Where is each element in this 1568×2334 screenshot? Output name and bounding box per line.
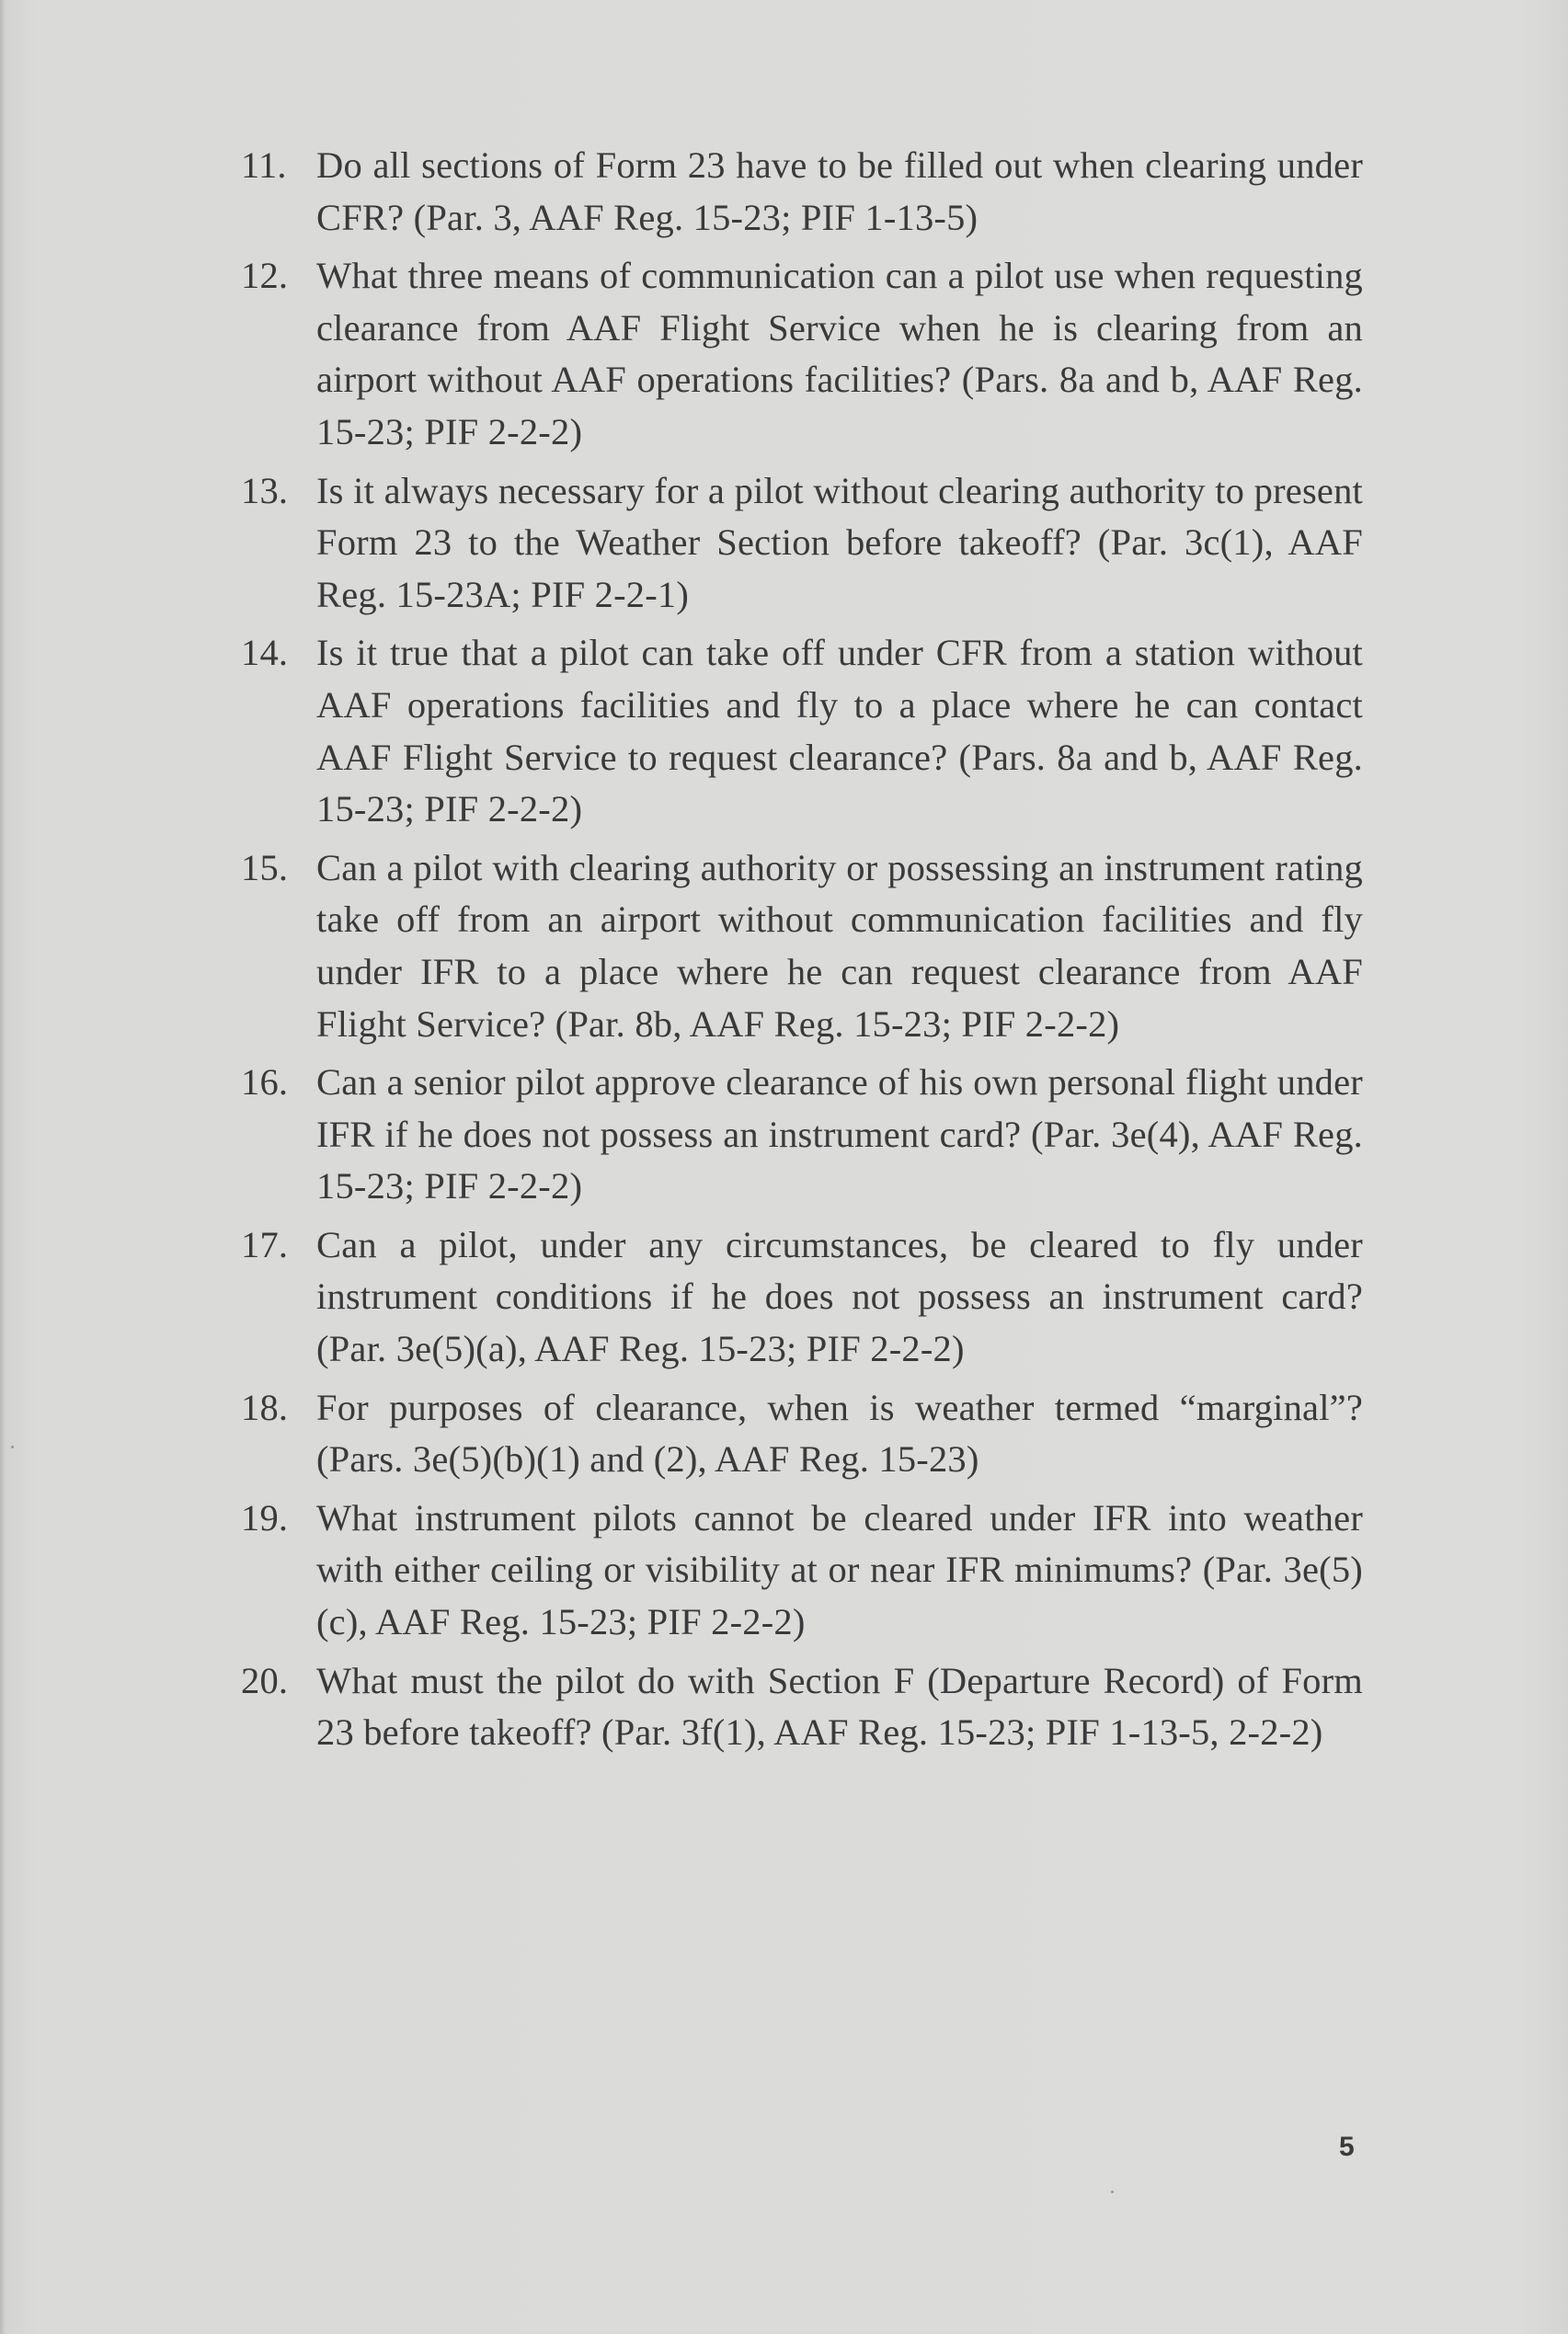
- question-text: Do all sections of Form 23 have to be filled out when clearing under CFR? (Par. 3, AAF Reg. 15-23; PIF 1-13-5): [316, 144, 1363, 238]
- question-text: Can a pilot with clearing authority or possessing an instrument rating take off from an airport without communication facilities and fly under IFR to a place where he can request clearance from AAF Flight Service? (Par. 8b, AAF Reg. 15-23; PIF 2-2-2): [316, 846, 1363, 1045]
- question-text: Can a senior pilot approve clearance of his own personal flight under IFR if he does not possess an instrument card? (Par. 3e(4), AAF Reg. 15-23; PIF 2-2-2): [316, 1061, 1363, 1207]
- question-number: 20.: [241, 1659, 289, 1701]
- question-number: 11.: [241, 144, 287, 186]
- question-text: Can a pilot, under any circumstances, be cleared to fly under instrument conditions if he does not possess an instrument card? (Par. 3e(5)(a), AAF Reg. 15-23; PIF 2-2-2): [316, 1223, 1363, 1370]
- page-spine-shadow: [0, 0, 6, 2334]
- question-number: 16.: [241, 1061, 289, 1104]
- question-item: [241, 465, 1363, 622]
- question-item: [241, 1219, 1363, 1376]
- question-text: Is it true that a pilot can take off under CFR from a station without AAF operations facilities and fly to a place where he can contact AAF Flight Service to request clearance? (Pars. 8a and b, AAF Reg. 15-23; PIF 2-2-2): [316, 632, 1363, 830]
- question-number: 18.: [241, 1386, 289, 1428]
- question-item: [241, 842, 1363, 1050]
- question-number: 19.: [241, 1496, 289, 1539]
- question-number: 12.: [241, 255, 289, 297]
- question-item: [241, 250, 1363, 458]
- question-text: What three means of communication can a pilot use when requesting clearance from AAF Flight Service when he is clearing from an airport without AAF operations facilities? (Pars. 8a and b, AAF Reg. 15-23; PIF 2-2-2): [316, 255, 1363, 452]
- question-item: [241, 627, 1363, 835]
- question-number: 15.: [241, 846, 289, 888]
- question-number: 17.: [241, 1223, 289, 1265]
- page-number: 5: [1339, 2132, 1355, 2162]
- question-item: [241, 1382, 1363, 1486]
- question-text: Is it always necessary for a pilot without clearing authority to present Form 23 to the Weather Section before takeoff? (Par. 3c(1), AAF Reg. 15-23A; PIF 2-2-1): [316, 469, 1363, 615]
- question-number: 13.: [241, 469, 289, 511]
- question-item: [241, 140, 1363, 244]
- question-text: What must the pilot do with Section F (Departure Record) of Form 23 before takeoff? (Par. 3f(1), AAF Reg. 15-23; PIF 1-13-5, 2-2-2): [316, 1659, 1363, 1754]
- question-text: What instrument pilots cannot be cleared under IFR into weather with either ceiling or visibility at or near IFR minimums? (Par. 3e(5)(c), AAF Reg. 15-23; PIF 2-2-2): [316, 1496, 1363, 1643]
- question-item: [241, 1655, 1363, 1759]
- paper-speck: [1111, 2191, 1114, 2193]
- question-list: [241, 140, 1363, 1766]
- question-text: For purposes of clearance, when is weather termed “marginal”? (Pars. 3e(5)(b)(1) and (2), AAF Reg. 15-23): [316, 1386, 1363, 1481]
- question-item: [241, 1493, 1363, 1649]
- question-number: 14.: [241, 632, 289, 674]
- question-item: [241, 1057, 1363, 1213]
- paper-speck: [11, 1446, 14, 1448]
